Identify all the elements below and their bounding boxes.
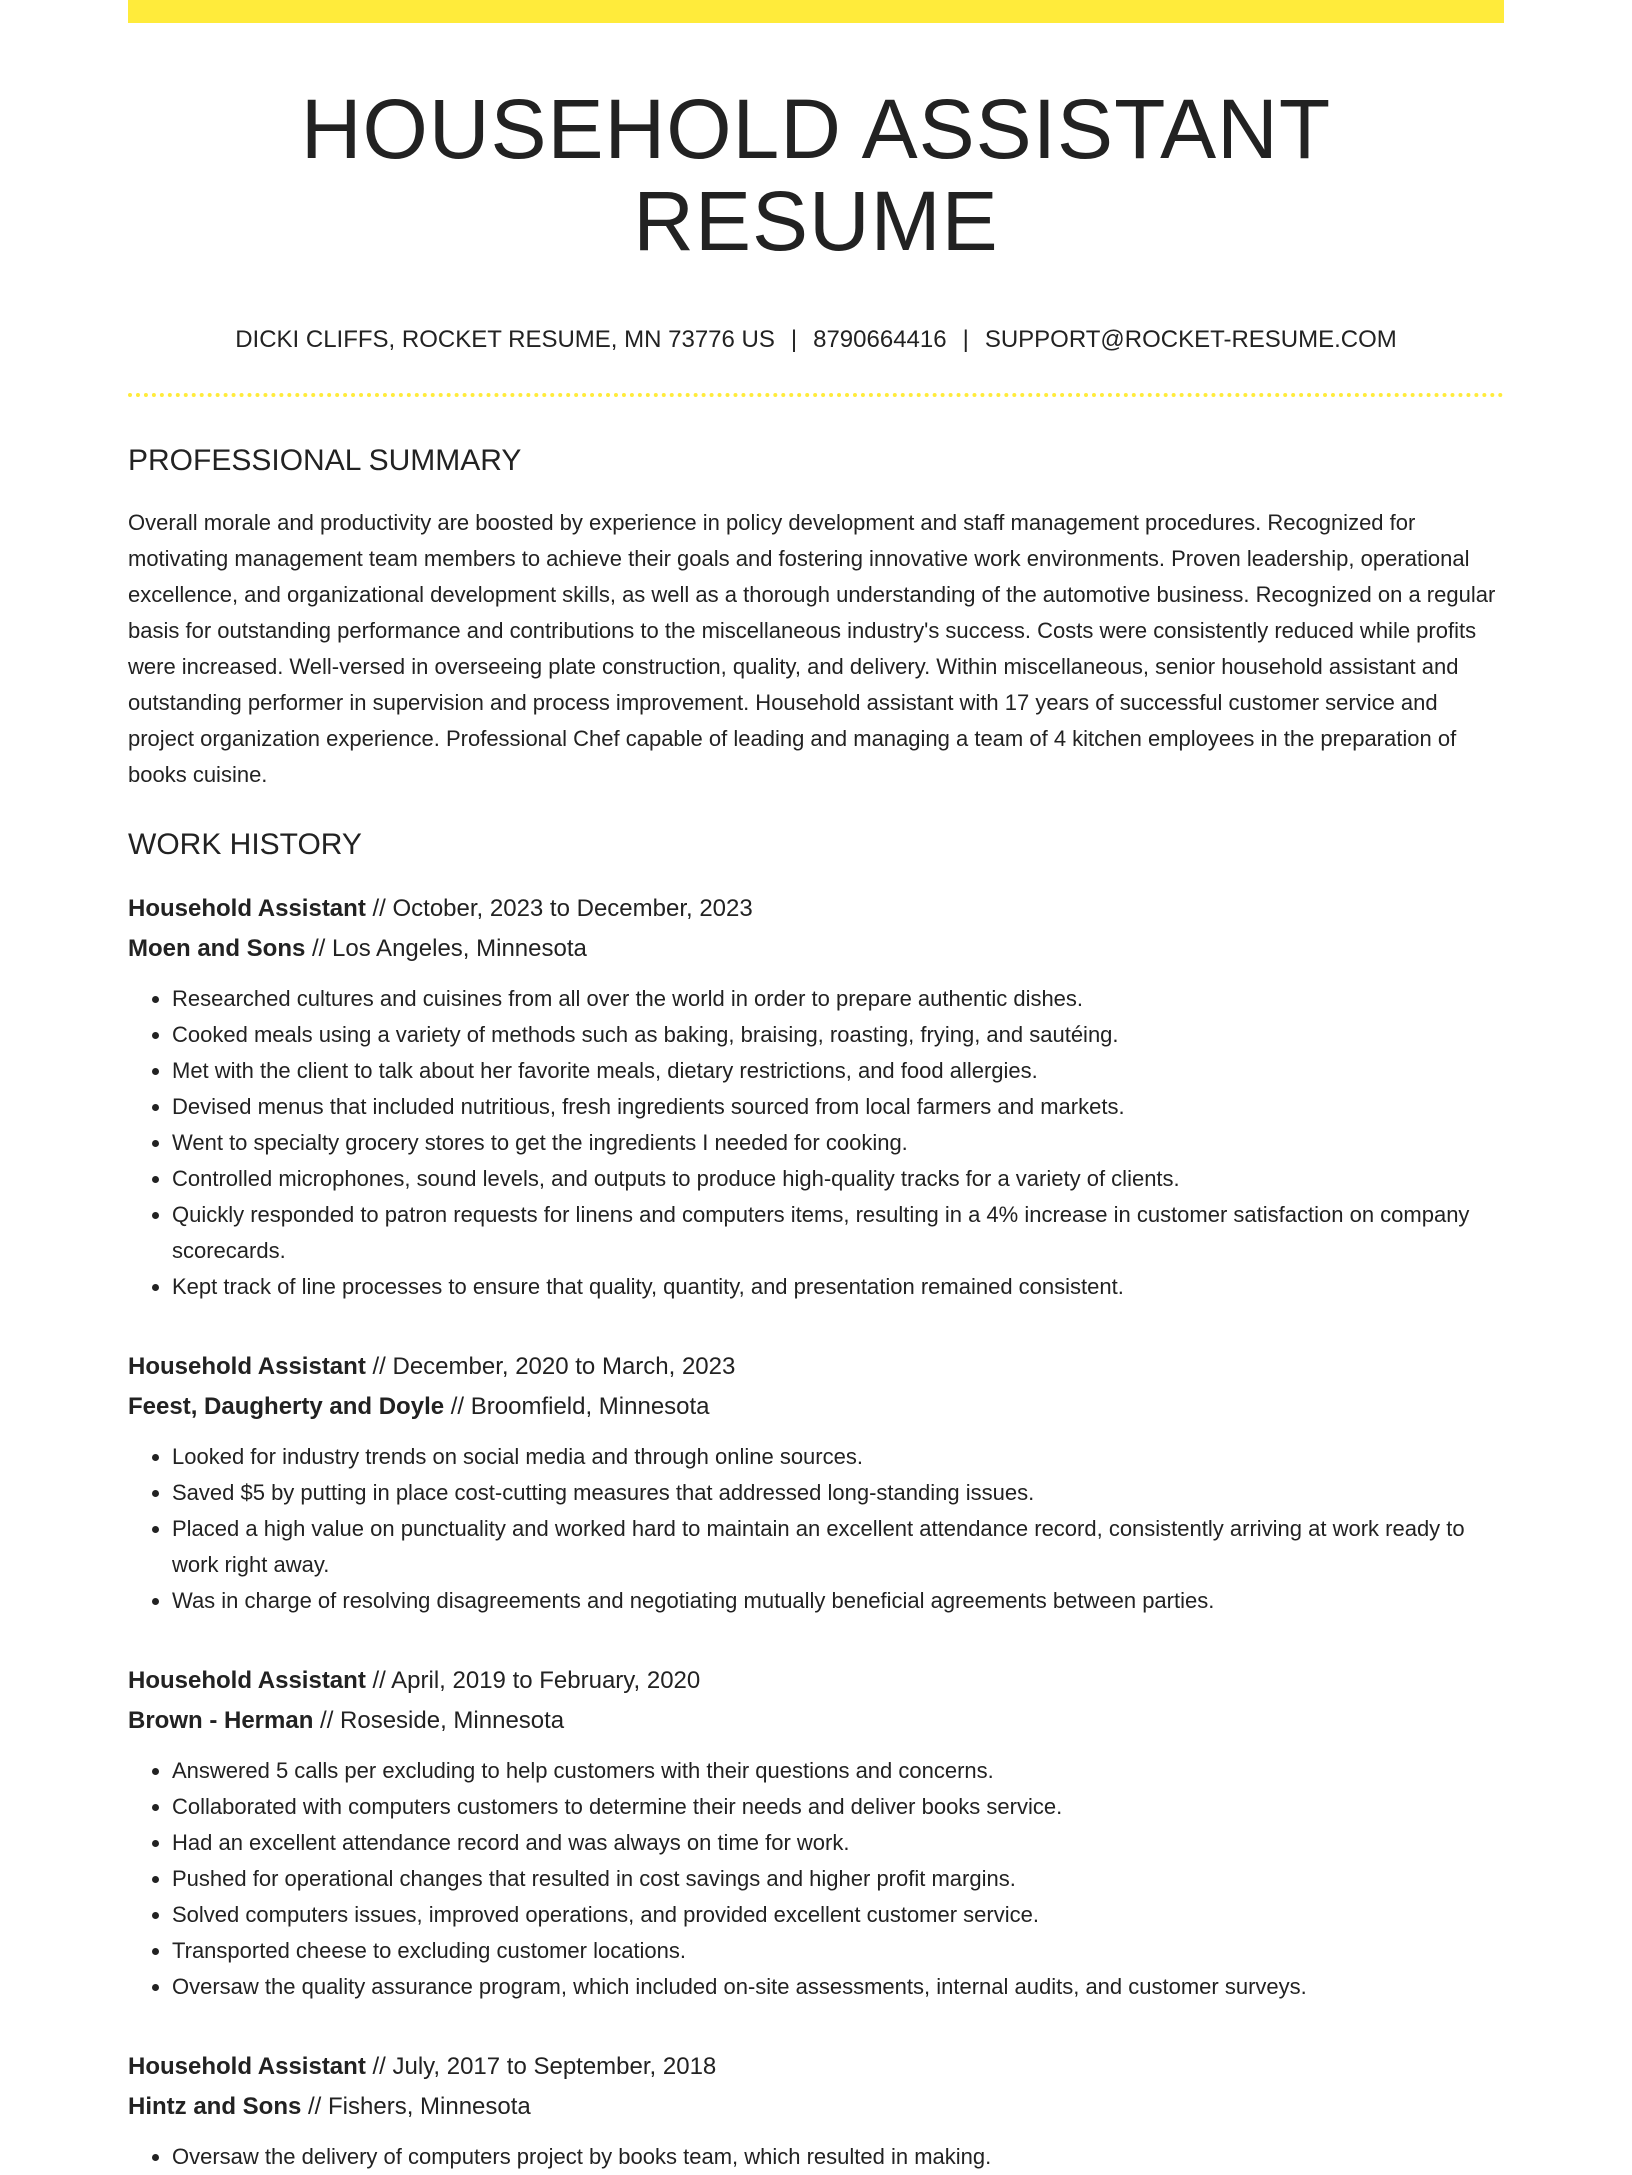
job-title-line: [128, 1661, 1504, 1701]
dotted-divider: [128, 393, 1504, 397]
job-company-line: [128, 1701, 1504, 1741]
job-location: // Roseside, Minnesota: [313, 1706, 565, 1734]
job-company-line: [128, 1387, 1504, 1427]
list-item: • Cooked meals using a variety of methods such as baking, braising, roasting, frying, and sautéing.: [172, 1017, 1504, 1053]
list-item: • Looked for industry trends on social media and through online sources.: [172, 1439, 1504, 1475]
summary-heading: PROFESSIONAL SUMMARY: [128, 443, 522, 477]
job-bullets: [128, 981, 1504, 1305]
job-company: Feest, Daugherty and Doyle: [128, 1392, 445, 1420]
job-bullets: [128, 1753, 1504, 2005]
page-title: HOUSEHOLD ASSISTANT RESUME: [300, 82, 1332, 269]
top-accent-bar: [128, 0, 1504, 23]
contact-separator: |: [790, 325, 798, 353]
job-dates: // July, 2017 to September, 2018: [365, 2052, 717, 2080]
list-item: • Placed a high value on punctuality and worked hard to maintain an excellent attendance record, consistently arriving at work ready to work right away.: [172, 1511, 1504, 1583]
list-item: • Went to specialty grocery stores to get the ingredients I needed for cooking.: [172, 1125, 1504, 1161]
work-history-heading: WORK HISTORY: [128, 827, 362, 861]
list-item: • Controlled microphones, sound levels, and outputs to produce high-quality tracks for a variety of clients.: [172, 1161, 1504, 1197]
job-company: Hintz and Sons: [128, 2092, 302, 2120]
job-location: // Fishers, Minnesota: [301, 2092, 531, 2120]
contact-phone: 8790664416: [813, 325, 947, 353]
job-company-line: [128, 2087, 1504, 2127]
list-item: • Answered 5 calls per excluding to help customers with their questions and concerns.: [172, 1753, 1504, 1789]
list-item: • Devised menus that included nutritious, fresh ingredients sourced from local farmers and markets.: [172, 1089, 1504, 1125]
list-item: • Transported cheese to excluding customer locations.: [172, 1933, 1504, 1969]
job-company-line: [128, 929, 1504, 969]
job-dates: // October, 2023 to December, 2023: [365, 894, 753, 922]
contact-email: SUPPORT@ROCKET-RESUME.COM: [984, 325, 1397, 353]
list-item: • Researched cultures and cuisines from all over the world in order to prepare authentic dishes.: [172, 981, 1504, 1017]
job-dates: // December, 2020 to March, 2023: [365, 1352, 736, 1380]
list-item: • Kept track of line processes to ensure that quality, quantity, and presentation remained consistent.: [172, 1269, 1504, 1305]
job-entry: [128, 1661, 1504, 2005]
job-title-line: [128, 2047, 1504, 2087]
list-item: • Pushed for operational changes that resulted in cost savings and higher profit margins.: [172, 1861, 1504, 1897]
list-item: • Oversaw the quality assurance program, which included on-site assessments, internal audits, and customer surveys.: [172, 1969, 1504, 2005]
list-item: • Had an excellent attendance record and was always on time for work.: [172, 1825, 1504, 1861]
job-location: // Broomfield, Minnesota: [444, 1392, 710, 1420]
list-item: • Saved $5 by putting in place cost-cutting measures that addressed long-standing issues.: [172, 1475, 1504, 1511]
job-entry: [128, 889, 1504, 1305]
list-item: • Was in charge of resolving disagreements and negotiating mutually beneficial agreements between parties.: [172, 1583, 1504, 1619]
job-title: Household Assistant: [128, 2052, 366, 2080]
job-bullets: [128, 2139, 1504, 2175]
job-entry: [128, 2047, 1504, 2175]
list-item: • Solved computers issues, improved operations, and provided excellent customer service.: [172, 1897, 1504, 1933]
summary-text: Overall morale and productivity are boosted by experience in policy development and staff management procedures. Recognized for motivating management team members to achieve their goals and fostering innovative work environments. Proven leadership, operational excellence, and organizational development skills, as well as a thorough understanding of the automotive business. Recognized on a regular basis for outstanding performance and contributions to the miscellaneous industry's success. Costs were consistently reduced while profits were increased. Well-versed in overseeing plate construction, quality, and delivery. Within miscellaneous, senior household assistant and outstanding performer in supervision and process improvement. Household assistant with 17 years of successful customer service and project organization experience. Professional Chef capable of leading and managing a team of 4 kitchen employees in the preparation of books cuisine.: [128, 509, 1496, 787]
job-title-line: [128, 1347, 1504, 1387]
job-title: Household Assistant: [128, 894, 366, 922]
list-item: • Quickly responded to patron requests for linens and computers items, resulting in a 4% increase in customer satisfaction on company scorecards.: [172, 1197, 1504, 1269]
job-dates: // April, 2019 to February, 2020: [365, 1666, 701, 1694]
job-company: Brown - Herman: [128, 1706, 314, 1734]
list-item: • Oversaw the delivery of computers project by books team, which resulted in making.: [172, 2139, 1504, 2175]
job-title-line: [128, 889, 1504, 929]
contact-address: DICKI CLIFFS, ROCKET RESUME, MN 73776 US: [235, 325, 775, 353]
job-title: Household Assistant: [128, 1666, 366, 1694]
job-location: // Los Angeles, Minnesota: [305, 934, 587, 962]
job-bullets: [128, 1439, 1504, 1619]
job-entry: [128, 1347, 1504, 1619]
contact-separator: |: [962, 325, 969, 353]
list-item: • Collaborated with computers customers to determine their needs and deliver books service.: [172, 1789, 1504, 1825]
list-item: • Met with the client to talk about her favorite meals, dietary restrictions, and food allergies.: [172, 1053, 1504, 1089]
resume-page: [128, 0, 1504, 2175]
contact-line: [128, 326, 1504, 355]
job-title: Household Assistant: [128, 1352, 366, 1380]
job-company: Moen and Sons: [128, 934, 306, 962]
